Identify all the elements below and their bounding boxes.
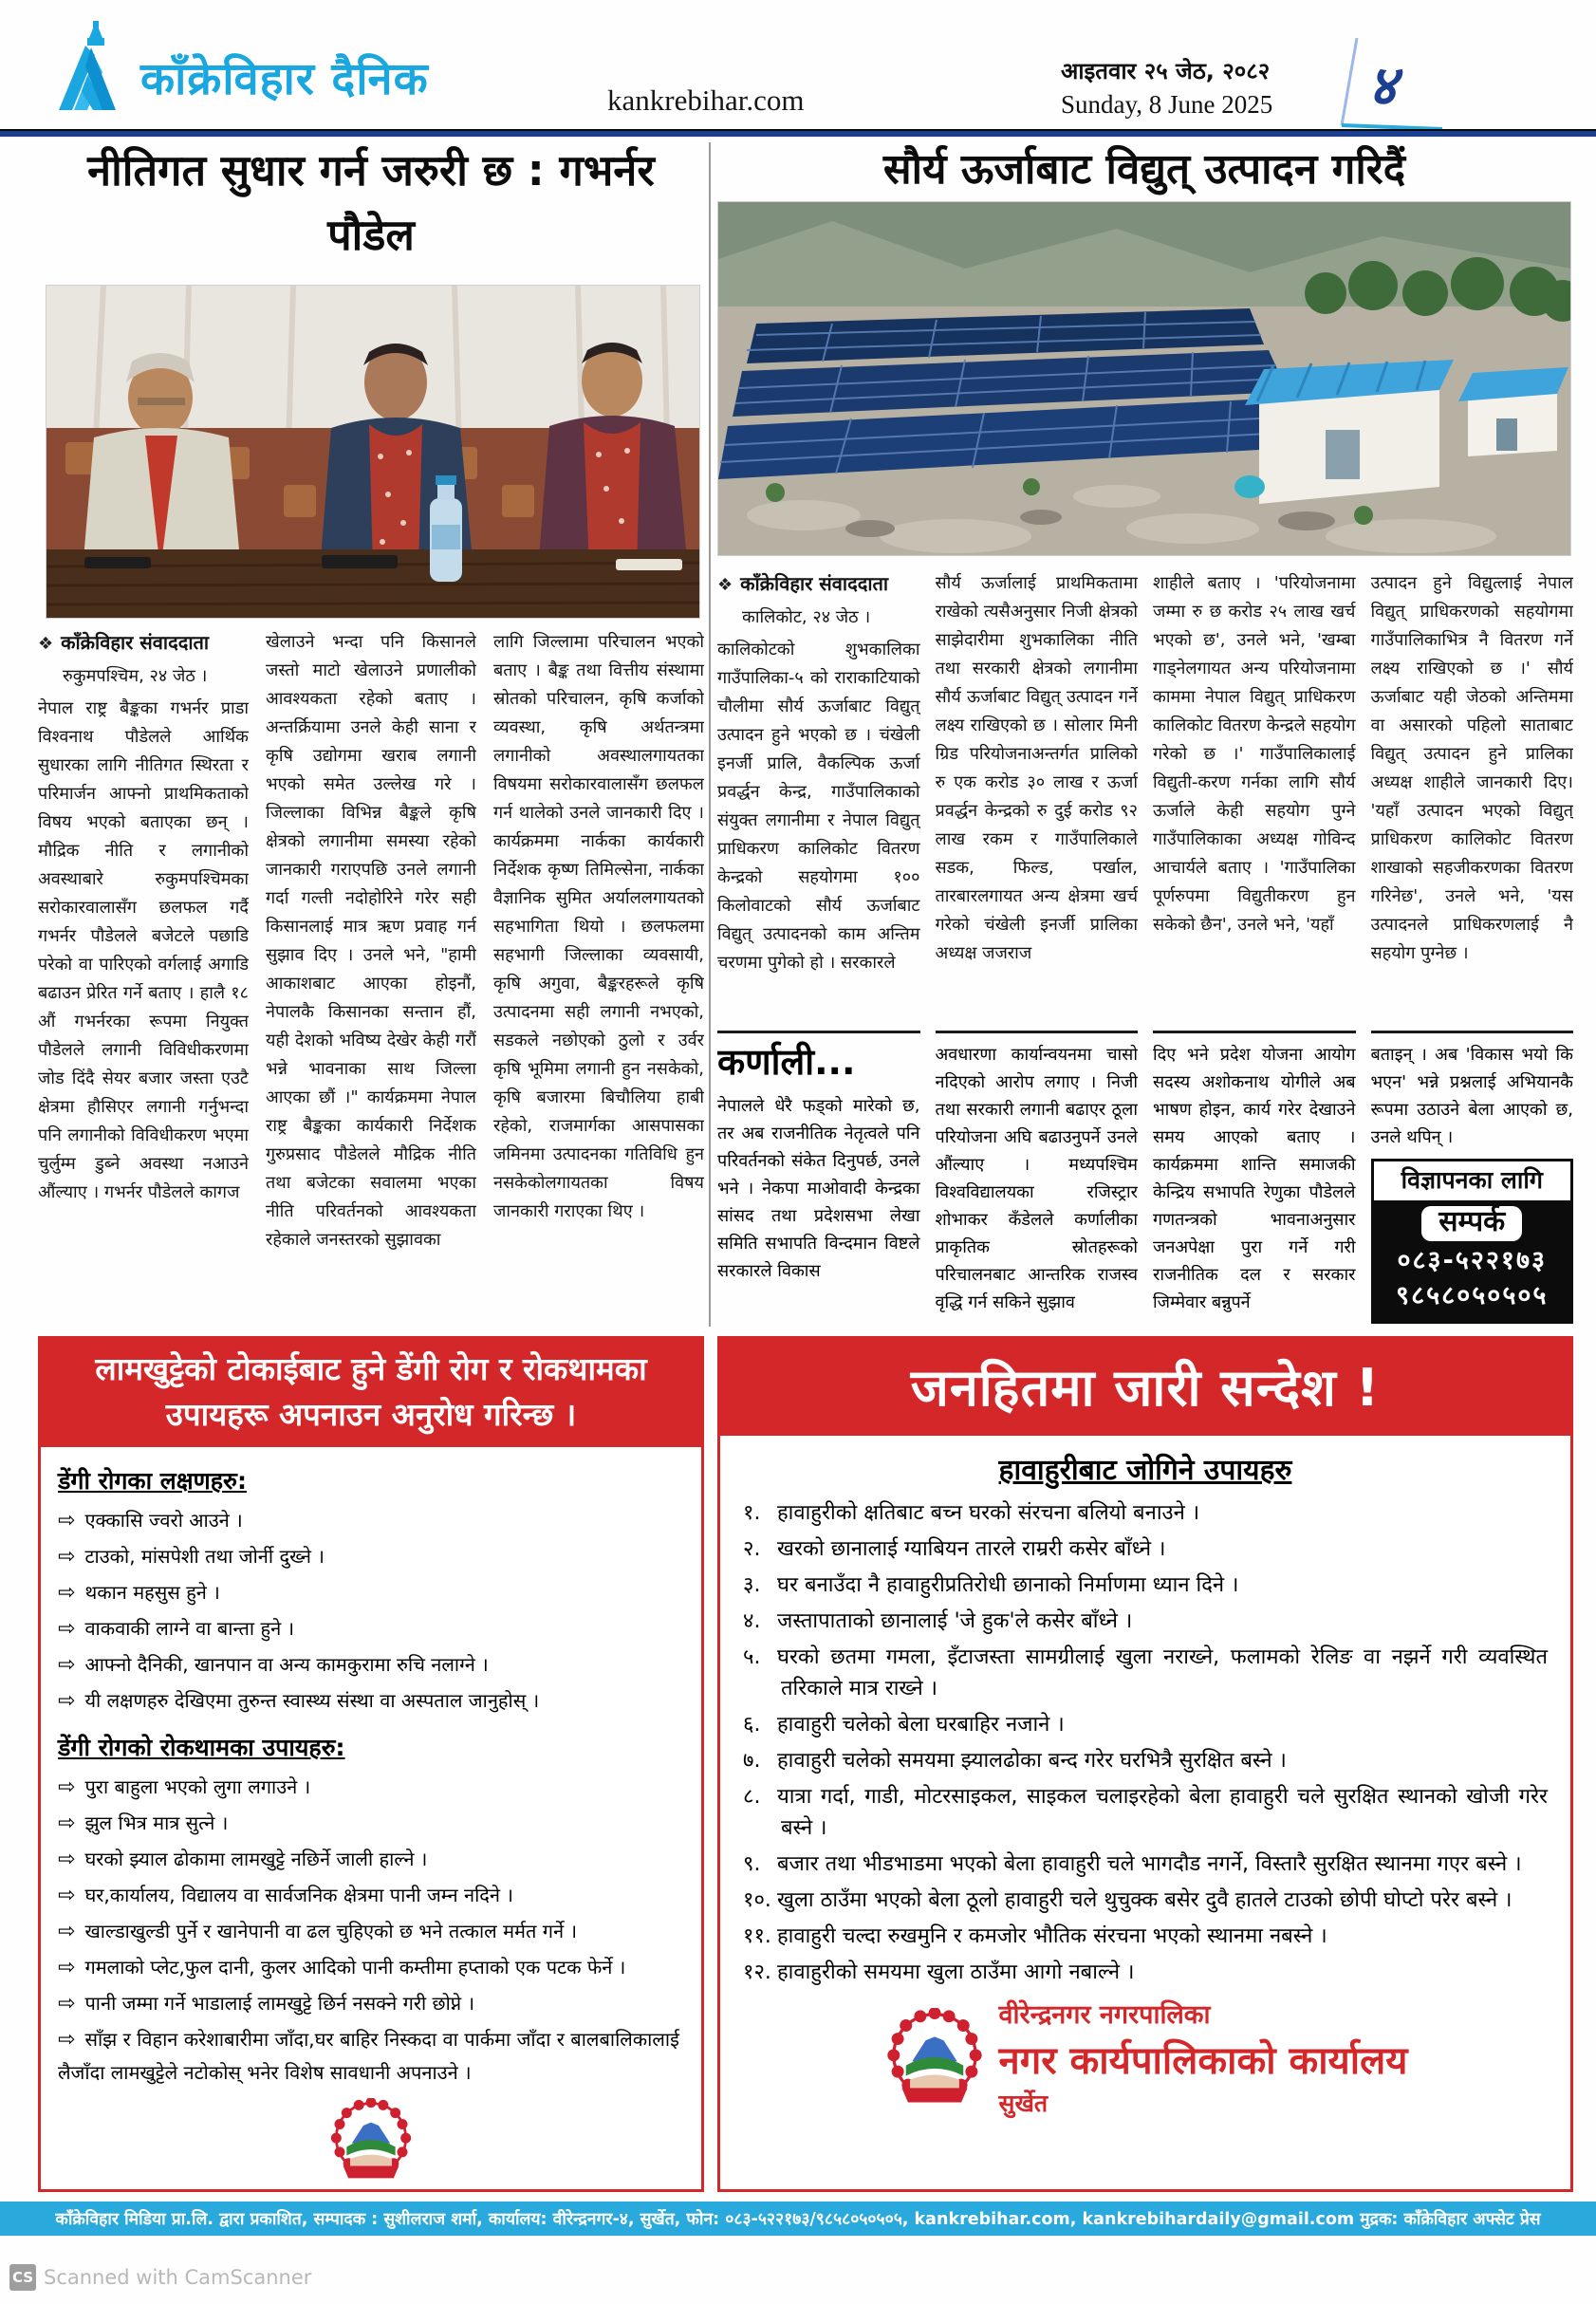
list-item: ⇨ थकान महसुस हुने । (58, 1580, 220, 1605)
windstorm-tips-list (743, 1497, 1548, 1988)
newspaper-logo-icon (49, 17, 127, 112)
list-item: १. हावाहुरीको क्षतिबाट बच्न घरको संरचना बलियो बनाउने । (743, 1501, 1200, 1525)
list-item: ⇨ टाउको, मांसपेशी तथा जोर्नी दुख्ने । (58, 1544, 325, 1569)
left-article-col-2: खेलाउने भन्दा पनि किसानले जस्तो माटो खेलाउने प्रणालीको आवश्यकता रहेको बताए । अन्तर्क्रियामा उनले केही साना र कृषि उद्योगमा खराब लगानी भएको समेत उल्लेख गरे । जिल्लाका विभिन्न बैङ्कले कृषि क्षेत्रको लगानीमा समस्या रहेको जानकारी गराएपछि उनले लगानी गर्दा गल्ती नदोहोरिने गरेर सही किसानलाई मात्र ऋण प्रवाह गर्न सुझाव दिए । उनले भने, "हामी आकाशबाट आएका होइनौं, नेपालकै किसानका सन्तान हौं, यही देशको भविष्य देखेर केही गरौं भन्ने भावनाका साथ जिल्ला आएका छौं ।" कार्यक्रममा नेपाल राष्ट्र बैङ्कका कार्यकारी निर्देशक गुरुप्रसाद पौडेलले मौद्रिक नीति तथा बजेटका सवालमा भएका नीति परिवर्तनको आवश्यकता रहेकाले जनस्तरको सुझावका (266, 632, 476, 1250)
byline-diamond-icon: ❖ (38, 634, 54, 654)
list-item: ९. बजार तथा भीडभाडमा भएको बेला हावाहुरी चले भागदौड नगर्ने, विस्तारै सुरक्षित स्थानमा गएर बस्ने । (743, 1852, 1522, 1876)
right-article-headline: सौर्य ऊर्जाबाट विद्युत् उत्पादन गरिदैं (882, 145, 1406, 194)
list-item: १०. खुला ठाउँमा भएको बेला ठूलो हावाहुरी चले थुचुक्क बसेर दुवै हातले टाउको छोपी घोप्टो परेर बस्ने । (743, 1888, 1512, 1912)
arrow-bullet-icon: ⇨ (58, 1616, 76, 1641)
ad-phone-1: ०८३-५२२१७३ (1397, 1246, 1548, 1275)
arrow-bullet-icon: ⇨ (58, 2027, 76, 2052)
brand (49, 17, 429, 112)
list-item: ⇨ झुल भित्र मात्र सुत्ने । (58, 1811, 229, 1835)
right-article-col-1 (717, 569, 920, 1027)
arrow-bullet-icon: ⇨ (58, 1919, 76, 1943)
right-article-dateline: कालिकोट, २४ जेठ । (742, 607, 871, 627)
byline-diamond-icon: ❖ (717, 575, 733, 595)
arrow-bullet-icon: ⇨ (58, 1508, 76, 1533)
page-number: ४ (1368, 53, 1398, 118)
municipality-org-block (743, 1996, 1548, 2119)
left-article-byline: ❖ काँक्रेविहार संवाददाता (38, 631, 210, 654)
arrow-bullet-icon: ⇨ (58, 1883, 76, 1907)
list-item: ५. घरको छतमा गमला, इँटाजस्ता सामग्रीलाई खुला नराख्ने, फलामको रेलिङ वा नझर्ने गरी व्यवस्थित तरिकाले मात्र राख्ने । (743, 1645, 1548, 1700)
arrow-bullet-icon: ⇨ (58, 1652, 76, 1677)
list-item: ⇨ पुरा बाहुला भएको लुगा लगाउने । (58, 1774, 311, 1799)
camscanner-watermark (9, 2264, 311, 2291)
nepal-govt-emblem (883, 2008, 986, 2107)
camscanner-label: Scanned with CamScanner (44, 2266, 312, 2289)
list-item: ⇨ एक्कासि ज्वरो आउने । (58, 1508, 243, 1533)
list-item: ७. हावाहुरी चलेको समयमा झ्यालढोका बन्द गरेर घरभित्रै सुरक्षित बस्ने । (743, 1749, 1287, 1773)
list-item: १२. हावाहुरीको समयमा खुला ठाउँमा आगो नबाल्ने । (743, 1960, 1135, 1984)
karnali-col-3: दिए भने प्रदेश योजना आयोग सदस्य अशोकनाथ योगीले अब भाषण होइन, कार्य गरेर देखाउने समय आएको बताए । कार्यक्रममा शान्ति समाजकी केन्द्रिय सभापति रेणुका पौडेलले गणतन्त्रको भावनाअनुसार जनअपेक्षा पुरा गर्ने गरी राजनीतिक दल र सरकार जिम्मेवार बन्नुपर्ने (1153, 1031, 1356, 1332)
press-meet-photo (46, 285, 700, 619)
list-item: ११. हावाहुरी चल्दा रुखमुनि र कमजोर भौतिक संरचना भएको स्थानमा नबस्ने । (743, 1924, 1327, 1948)
list-item: ⇨ यी लक्षणहरु देखिएमा तुरुन्त स्वास्थ्य संस्था वा अस्पताल जानुहोस् । (58, 1688, 540, 1713)
karnali-jump-title: कर्णाली... (717, 1041, 856, 1083)
arrow-bullet-icon: ⇨ (58, 1580, 76, 1605)
list-item: ⇨ वाकवाकी लाग्ने वा बान्ता हुने । (58, 1616, 295, 1641)
right-article-columns (717, 569, 1573, 1027)
karnali-text: बताइन् । अब 'विकास भयो कि भएन' भन्ने प्रश्नलाई अभियानकै रूपमा उठाउने बेला आएको छ, उनले थपिन् । (1370, 1045, 1573, 1147)
arrow-bullet-icon: ⇨ (58, 1847, 76, 1871)
list-item: ⇨ खाल्डाखुल्डी पुर्ने र खानेपानी वा ढल चुहिएको छ भने तत्काल मर्मत गर्ने । (58, 1919, 578, 1943)
list-item: ⇨ पानी जम्मा गर्ने भाडालाई लामखुट्टे छिर्न नसक्ने गरी छोप्ने । (58, 1991, 475, 2016)
windstorm-tips-heading: हावाहुरीबाट जोगिने उपायहरु (998, 1454, 1292, 1487)
imprint-bar: काँक्रेविहार मिडिया प्रा.लि. द्वारा प्रकाशित, सम्पादक : सुशीलराज शर्मा, कार्यालय: वीरेन्द्रनगर-४, सुर्खेत, फोन: ०८३-५२२१७३/९८५८०५०५०५, kankrebihar.com, kankrebihardaily@gmail.com मुद्रक: काँक्रेविहार अफ्सेट प्रेस (0, 2202, 1596, 2236)
nepal-govt-emblem (327, 2098, 415, 2182)
list-item: ६. हावाहुरी चलेको बेला घरबाहिर नजाने । (743, 1713, 1065, 1737)
right-article-text: कालिकोटको शुभकालिका गाउँपालिका-५ को राराकाटियाको चौलीमा सौर्य ऊर्जाबाट विद्युत् उत्पादन हुने भएको छ । चंखेली इनर्जी प्रालि, वैकल्पिक ऊर्जा प्रवर्द्धन केन्द्र, गाउँपालिकाको संयुक्त लगानीमा र नेपाल विद्युत् प्राधिकरण कालिकोट वितरण केन्द्रको सहयोगमा १०० किलोवाटको सौर्य ऊर्जाबाट विद्युत् उत्पादनको काम अन्तिम चरणमा पुगेको हो । सरकारले (717, 640, 920, 973)
ad-box-label: विज्ञापनका लागि (1374, 1161, 1571, 1200)
karnali-col-1 (717, 1031, 920, 1332)
column-divider (709, 142, 711, 1327)
right-article-col-3: शाहीले बताए । 'परियोजनामा जम्मा रु छ करोड २५ लाख खर्च भएको छ', उनले भने, 'खम्बा गाड्नेलगायत अन्य परियोजनामा काममा नेपाल विद्युत् प्राधिकरण कालिकोट वितरण केन्द्रले सहयोग गरेको छ ।' गाउँपालिकालाई विद्युती-करण गर्नका लागि सौर्य ऊर्जाले केही सहयोग पुग्ने गाउँपालिकाका अध्यक्ष गोविन्द आचार्यले बताए । 'गाउँपालिका पूर्णरुपमा विद्युतीकरण हुन सकेको छैन', उनले भने, 'यहाँ (1153, 573, 1356, 935)
masthead-website: kankrebihar.com (607, 84, 805, 117)
right-article-col-4: उत्पादन हुने विद्युत्लाई नेपाल विद्युत् प्राधिकरणको सहयोगमा गाउँपालिकाभित्र नै वितरण गर्ने लक्ष्य राखिएको छ ।' सौर्य ऊर्जाबाट यही जेठको अन्तिममा वा असारको पहिलो साताबाट विद्युत् उत्पादन हुने प्रालिका अध्यक्ष शाहीले जानकारी दिए। 'यहाँ उत्पादन भएको विद्युत् प्राधिकरण कालिकोट वितरण शाखाको सहजीकरणका वितरण गरिनेछ', उनले भने, 'यस उत्पादनले प्राधिकरणलाई नै सहयोग पुग्नेछ । (1370, 573, 1573, 963)
karnali-jump-section (717, 1031, 1573, 1332)
page-number-block (1328, 38, 1461, 133)
date-english: Sunday, 8 June 2025 (1061, 90, 1273, 119)
dengue-symptoms-list (58, 1504, 684, 1718)
dengue-prevention-list (58, 1771, 684, 2089)
list-item: ⇨ घरको झ्याल ढोकामा लामखुट्टे नछिर्ने जाली हाल्ने । (58, 1847, 428, 1871)
dengue-org-municipality (58, 2185, 684, 2192)
advertisement-contact-box (1371, 1159, 1574, 1324)
municipality-place: सुर्खेत (998, 2090, 1049, 2117)
list-item: ⇨ आफ्नो दैनिकी, खानपान वा अन्य कामकुरामा रुचि नलाग्ने । (58, 1652, 489, 1677)
right-article-col-2: सौर्य ऊर्जालाई प्राथमिकतामा राखेको त्यसैअनुसार निजी क्षेत्रको साझेदारीमा शुभकालिका नीति तथा सरकारी क्षेत्रको लगानीमा सौर्य ऊर्जाबाट विद्युत् उत्पादन गर्ने लक्ष्य राखिएको छ । सोलार मिनी ग्रिड परियोजनाअन्तर्गत प्रालिको रु एक करोड ३० लाख र ऊर्जा प्रवर्द्धन केन्द्रको रु दुई करोड ९२ लाख रकम र गाउँपालिकाले सडक, फिल्ड, पर्खाल, तारबारलगायत अन्य क्षेत्रमा खर्च गरेको चंखेली इनर्जी प्रालिका अध्यक्ष जजराज (935, 573, 1138, 963)
left-article-text: नेपाल राष्ट्र बैङ्कका गभर्नर प्राडा विश्वनाथ पौडेलले आर्थिक सुधारका लागि नीतिगत स्थिरता र परिमार्जन आफ्नो प्राथमिकताको विषय भएको बताएका छन् । मौद्रिक नीति र लगानीको अवस्थाबारे रुकुमपश्चिमका सरोकारवालासँग छलफल गर्दै गभर्नर पौडेलले बजेटले पछाडि परेको वा पारिएको वर्गलाई अगाडि बढाउन प्रेरित गर्ने बताए । हालै १८ औं गभर्नरका रूपमा नियुक्त पौडेलले लगानी विविधीकरणमा जोड दिंदै सेयर बजार जस्ता एउटै क्षेत्रमा हौसिएर लगानी गर्नुभन्दा पनि लगानीको विविधीकरण भएमा चुर्लुम्म डुब्ने अवस्था नआउने औंल्याए । गभर्नर पौडेलले कागज (38, 698, 249, 1202)
dengue-box-title: लामखुट्टेको टोकाईबाट हुने डेंगी रोग र रोकथामका उपायहरू अपनाउन अनुरोध गरिन्छ । (41, 1339, 701, 1447)
camscanner-icon: CS (9, 2264, 36, 2291)
dengue-prevention-heading: डेंगी रोगको रोकथामका उपायहरु: (58, 1733, 345, 1761)
arrow-bullet-icon: ⇨ (58, 1688, 76, 1713)
ad-box-contact-label: सम्पर्क (1421, 1206, 1522, 1241)
list-item: ४. जस्तापाताको छानालाई 'जे हुक'ले कसेर बाँध्ने । (743, 1609, 1133, 1633)
public-message-body (720, 1436, 1570, 2119)
arrow-bullet-icon: ⇨ (58, 1544, 76, 1569)
paper-name: काँक्रेविहार दैनिक (140, 52, 429, 105)
list-item: ⇨ घर,कार्यालय, विद्यालय वा सार्वजनिक क्षेत्रमा पानी जम्न नदिने । (58, 1883, 513, 1907)
list-item: ⇨ साँझ र विहान करेशाबारीमा जाँदा,घर बाहिर निस्कदा वा पार्कमा जाँदा र बालबालिकालाई लैजाँदा लामखुट्टेले नटोकोस् भनेर विशेष सावधानी अपनाउने । (58, 2027, 679, 2084)
karnali-col-2: अवधारणा कार्यान्वयनमा चासो नदिएको आरोप लगाए । निजी तथा सरकारी लगानी बढाएर ठूला परियोजना अघि बढाउनुपर्ने उनले औंल्याए । मध्यपश्चिम विश्वविद्यालयका रजिस्ट्रार शोभाकर कँडेलले कर्णालीका प्राकृतिक स्रोतहरूको परिचालनबाट आन्तरिक राजस्व वृद्धि गर्न सकिने सुझाव (936, 1031, 1139, 1332)
dengue-symptoms-heading: डेंगी रोगका लक्षणहरु: (58, 1466, 247, 1495)
list-item: ⇨ गमलाको प्लेट,फुल दानी, कुलर आदिको पानी कम्तीमा हप्ताको एक पटक फेर्ने । (58, 1955, 626, 1979)
arrow-bullet-icon: ⇨ (58, 1991, 76, 2016)
public-message-banner: जनहितमा जारी सन्देश ! (720, 1339, 1570, 1436)
karnali-text: नेपालले धेरै फड्को मारेको छ, तर अब राजनीतिक नेतृत्वले पनि परिवर्तनको संकेत दिनुपर्छ, उनले भने । नेकपा माओवादी केन्द्रका सांसद तथा प्रदेशसभा लेखा समिति सभापति विन्दमान विष्टले सरकारले विकास (717, 1095, 920, 1281)
municipality-office: नगर कार्यपालिकाको कार्यालय (998, 2039, 1408, 2083)
dengue-box-body (41, 1447, 701, 2192)
arrow-bullet-icon: ⇨ (58, 1811, 76, 1835)
right-article-byline: ❖ काँक्रेविहार संवाददाता (717, 572, 889, 595)
solar-plant-photo (717, 201, 1571, 556)
arrow-bullet-icon: ⇨ (58, 1955, 76, 1979)
dengue-org-block (58, 2098, 684, 2192)
ad-phone-2: ९८५८०५०५०५ (1396, 1281, 1549, 1310)
date-block (1061, 55, 1272, 120)
masthead-rule (0, 129, 1596, 137)
arrow-bullet-icon: ⇨ (58, 1774, 76, 1799)
left-article-columns (38, 628, 704, 1327)
list-item: ८. यात्रा गर्दा, गाडी, मोटरसाइकल, साइकल चलाइरहेको बेला हावाहुरी चले सुरक्षित स्थानको खोजी गरेर बस्ने । (743, 1785, 1548, 1840)
list-item: ३. घर बनाउँदा नै हावाहुरीप्रतिरोधी छानाको निर्माणमा ध्यान दिने । (743, 1573, 1239, 1597)
left-article-headline: नीतिगत सुधार गर्न जरुरी छ : गभर्नर पौडेल (87, 145, 655, 260)
left-article-col-1 (38, 628, 249, 1327)
masthead (0, 0, 1596, 128)
karnali-col-4 (1371, 1031, 1574, 1332)
date-nepali: आइतवार २५ जेठ, २०८२ (1061, 58, 1271, 84)
list-item: २. खरको छानालाई ग्याबियन तारले राम्ररी कसेर बाँध्ने । (743, 1537, 1166, 1561)
municipality-name: वीरेन्द्रनगर नगरपालिका (998, 2000, 1211, 2030)
public-message-box (717, 1336, 1573, 2192)
left-article-col-3: लागि जिल्लामा परिचालन भएको बताए । बैङ्क तथा वित्तीय संस्थामा स्रोतको परिचालन, कृषि कर्जाको व्यवस्था, कृषि अर्थतन्त्रमा लगानीको अवस्थालगायतका विषयमा सरोकारवालासँग छलफल गर्न थालेको उनले जानकारी दिए । कार्यक्रममा नार्कका कार्यकारी निर्देशक कृष्ण तिमिल्सेना, नार्कका वैज्ञानिक सुमित अर्याललगायतको सहभागिता थियो । छलफलमा सहभागी जिल्लाका व्यवसायी, कृषि अगुवा, बैङ्करहरूले कृषि उत्पादनमा सही लगानी नभएको, सडकले नछोएको ठुलो र उर्वर कृषि भूमिमा लगानी हुन नसकेको, कृषि बजारमा बिचौलिया हाबी रहेको, राजमार्गका आसपासका जमिनमा उत्पादनका गतिविधि हुन नसकेकोलगायतका विषय जानकारी गराएका थिए । (493, 632, 704, 1221)
dengue-notice-box (38, 1336, 704, 2192)
left-article-dateline: रुकुमपश्चिम, २४ जेठ । (63, 666, 208, 686)
